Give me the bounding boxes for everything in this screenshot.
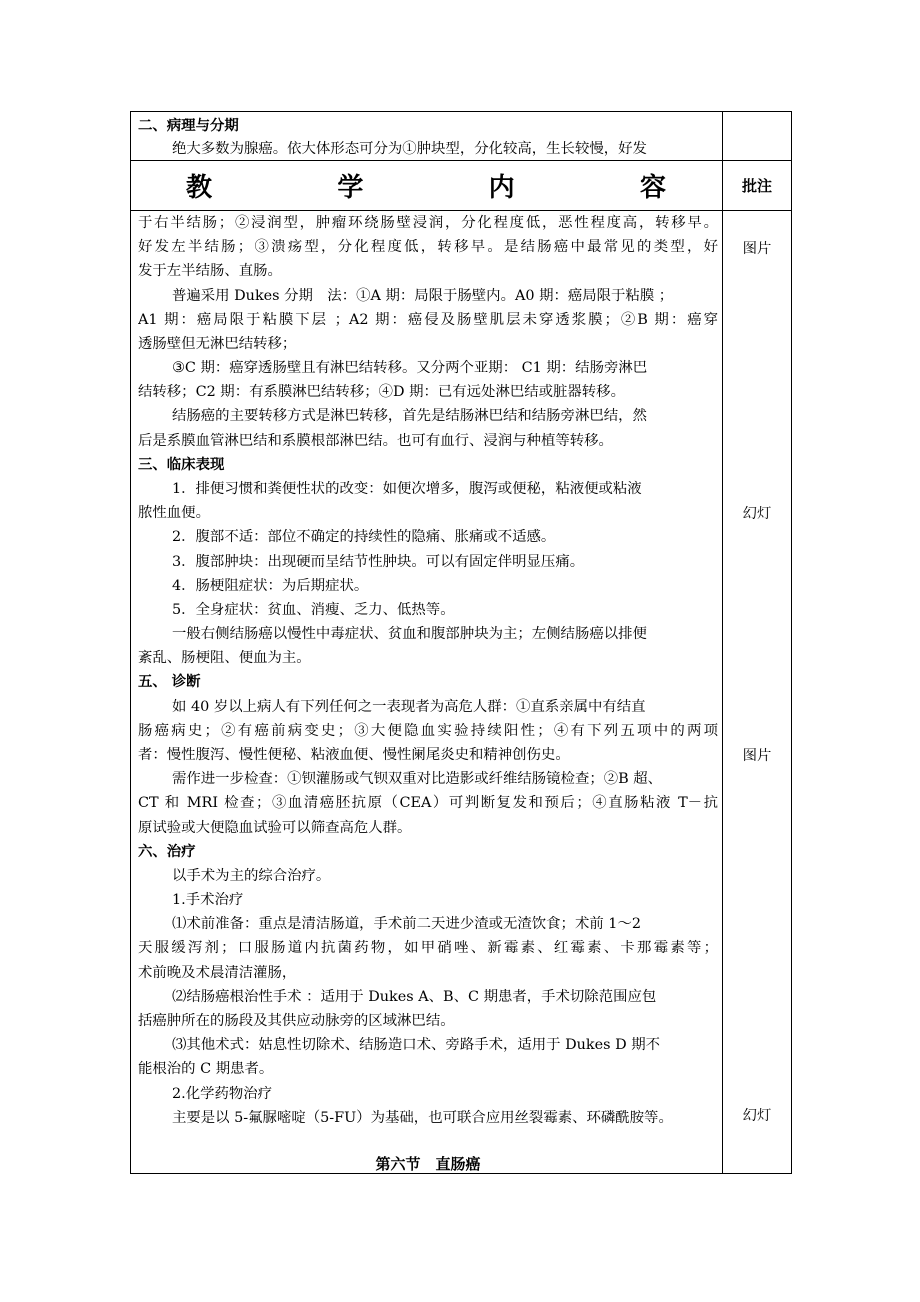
text-line: 1.手术治疗 [172,892,244,908]
note-slide: 幻灯 [742,506,772,522]
header-bottom-border [130,210,792,211]
text-line: 结肠癌的主要转移方式是淋巴转移，首先是结肠淋巴结和结肠旁淋巴结，然 [172,408,647,425]
note-image: 图片 [742,241,772,257]
header-teaching-content [130,160,722,210]
text-line: 后是系膜血管淋巴结和系膜根部淋巴结。也可有血行、浸润与种植等转移。 [138,432,613,449]
text-line: 透肠壁但无淋巴结转移； [138,335,297,352]
text-line: 术前晚及术晨清洁灌肠， [138,964,297,981]
text-line: 5．全身症状：贫血、消瘦、乏力、低热等。 [172,601,455,618]
text-line: ⑴术前准备：重点是清洁肠道，手术前二天进少渣或无渣饮食；术前 1～2 [172,916,641,933]
text-line: A1 期：癌局限于粘膜下层 ；A2 期：癌侵及肠壁肌层未穿透浆膜；②B 期：癌穿 [138,311,718,328]
text-line: 3．腹部肿块：出现硬而呈结节性肿块。可以有固定伴明显压痛。 [172,553,585,570]
text-line: 一般右侧结肠癌以慢性中毒症状、贫血和腹部肿块为主；左侧结肠癌以排便 [172,626,647,643]
header-char: 容 [639,172,666,203]
text-line: 以手术为主的综合治疗。 [172,867,331,884]
text-line: CT 和 MRI 检查；③血清癌胚抗原（CEA）可判断复发和预后；④直肠粘液 T－抗 [138,795,718,812]
text-line: 1．排便习惯和粪便性状的改变：如便次增多，腹泻或便秘，粘液便或粘液 [172,481,642,497]
text-line: ⑵结肠癌根治性手术 ：适用于 Dukes A、B、C 期患者，手术切除范围应包 [172,988,657,1005]
text-line: 主要是以 5-氟脲嘧啶（5-FU）为基础，也可联合应用丝裂霉素、环磷酰胺等。 [172,1109,673,1126]
pathology-first-line: 绝大多数为腺癌。依大体形态可分为①肿块型，分化较高，生长较慢，好发 [172,141,647,157]
text-line: 需作进一步检查：①钡灌肠或气钡双重对比造影或纤维结肠镜检查；②B 超、 [172,771,663,788]
text-line: 如 40 岁以上病人有下列任何之一表现者为高危人群：①直系亲属中有结直 [172,698,646,715]
header-char: 学 [337,172,364,203]
header-char: 内 [488,172,515,203]
text-line: 天服缓泻剂；口服肠道内抗菌药物，如甲硝唑、新霉素、红霉素、卡那霉素等； [138,940,718,957]
text-line: 紊乱、肠梗阻、便血为主。 [138,650,311,667]
text-line: 原试验或大便隐血试验可以筛查高危人群。 [138,819,412,836]
header-char: 教 [186,172,213,203]
text-line: 2．腹部不适：部位不确定的持续性的隐痛、胀痛或不适感。 [172,529,556,546]
section-heading: 六、治疗 [138,843,196,860]
note-slide: 幻灯 [742,1108,772,1124]
text-line: 好发左半结肠；③溃疡型，分化程度低，转移早。是结肠癌中最常见的类型，好 [138,239,718,256]
text-line: ⑶其他术式：姑息性切除术、结肠造口术、旁路手术，适用于 Dukes D 期不 [172,1037,661,1054]
text-line: 2.化学药物治疗 [172,1085,273,1102]
text-line: 发于左半结肠、直肠。 [138,263,282,280]
text-line: 于右半结肠；②浸润型，肿瘤环绕肠壁浸润，分化程度低，恶性程度高，转移早。 [138,215,718,231]
text-line: 能根治的 C 期患者。 [138,1061,274,1078]
text-line: 4．肠梗阻症状：为后期症状。 [172,577,369,594]
section-heading: 五、 诊断 [138,674,201,691]
text-line: 括癌肿所在的肠段及其供应动脉旁的区域淋巴结。 [138,1012,455,1029]
text-line: ③C 期：癌穿透肠壁且有淋巴结转移。又分两个亚期： C1 期：结肠旁淋巴 [172,360,648,377]
section-heading: 三、临床表现 [138,456,225,473]
text-line: 脓性血便。 [138,505,210,522]
text-line: 结转移；C2 期：有系膜淋巴结转移；④D 期：已有远处淋巴结或脏器转移。 [138,384,625,401]
section-heading-pathology: 二、病理与分期 [138,118,239,134]
column-divider [722,111,723,1174]
text-line: 者：慢性腹泻、慢性便秘、粘液血便、慢性阑尾炎史和精神创伤史。 [138,747,570,763]
header-notes-label: 批注 [741,176,772,195]
note-image: 图片 [742,748,772,764]
section-title-rectal-cancer: 第六节 直肠癌 [375,1155,481,1173]
text-line: 肠癌病史；②有癌前病变史；③大便隐血实验持续阳性；④有下列五项中的两项 [138,722,718,739]
text-line: 普遍采用 Dukes 分期 法：①A 期：局限于肠壁内。A0 期：癌局限于粘膜 ； [172,287,674,304]
